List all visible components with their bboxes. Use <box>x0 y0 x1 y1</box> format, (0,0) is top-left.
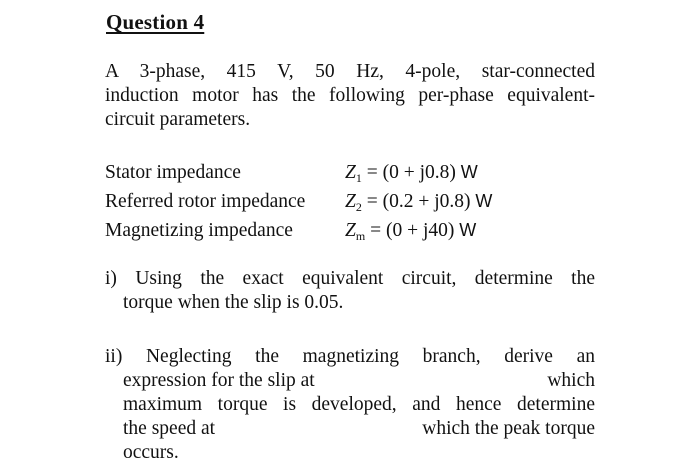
part-ii-line <box>105 417 595 441</box>
question-intro <box>105 60 595 132</box>
part-ii-line: maximum torque is developed, and hence determine <box>123 394 595 415</box>
part-ii-text: the speed at <box>123 418 216 439</box>
part-i-line: torque when the slip is 0.05. <box>123 292 344 313</box>
parameter-list <box>105 158 605 245</box>
parameter-label: Stator impedance <box>105 162 241 183</box>
parameter-label: Referred rotor impedance <box>105 191 306 212</box>
intro-line: circuit parameters. <box>105 109 251 130</box>
part-ii-text: which <box>547 370 595 391</box>
part-ii <box>105 345 595 465</box>
part-ii-text: which the peak torque <box>422 418 595 439</box>
part-i-line: i) Using the exact equivalent circuit, determine the <box>105 268 595 289</box>
parameter-row-magnetizing <box>105 216 605 245</box>
intro-line: induction motor has the following per-phase equivalent- <box>105 85 595 106</box>
part-ii-text: expression for the slip at <box>123 370 315 391</box>
parameter-label: Magnetizing impedance <box>105 220 293 241</box>
parameter-row-stator <box>105 158 605 187</box>
part-ii-line <box>105 369 595 393</box>
part-ii-line: ii) Neglecting the magnetizing branch, derive an <box>105 346 595 367</box>
parameter-value: $Z_2 = (0.2 + j0.8)$ W <box>345 191 493 214</box>
parameter-value: $Z_m = (0 + j40)$ W <box>345 220 477 243</box>
intro-line: A 3-phase, 415 V, 50 Hz, 4-pole, star-connected <box>105 61 595 82</box>
part-ii-line: occurs. <box>123 442 179 463</box>
parameter-row-rotor <box>105 187 605 216</box>
question-heading: Question 4 <box>106 10 205 34</box>
parameter-value: $Z_1 = (0 + j0.8)$ W <box>345 162 478 185</box>
part-i <box>105 267 595 315</box>
